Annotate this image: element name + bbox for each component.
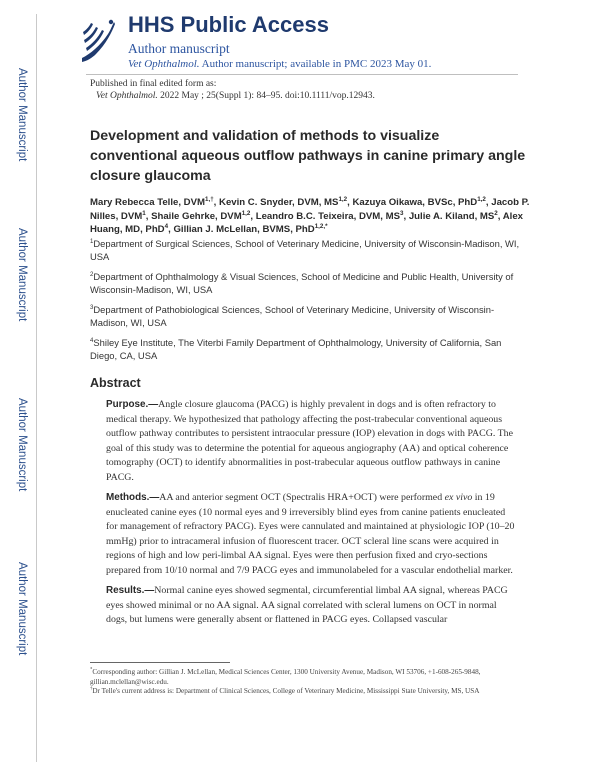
header-subtitle: Author manuscript bbox=[128, 41, 230, 56]
side-label-author-manuscript: Author Manuscript bbox=[16, 562, 28, 656]
author: Mary Rebecca Telle, $DVM^{1,\dagger}$ bbox=[90, 195, 214, 208]
journal-name: Vet Ophthalmol. bbox=[128, 58, 200, 70]
author: Leandro B.C. Teixeira, DVM, $MS^3$ bbox=[255, 209, 404, 222]
footnote-current-address: †Dr Telle's current address is: Department of Clinical Sciences, College of Veterinary Medicine, Mississippi State University, MS, USA bbox=[90, 686, 480, 695]
footnote-corresponding: *Corresponding author: Gillian J. McLellan, Medical Sciences Center, 1300 University Avenue, Madison, WI 53706, +1-608-265-9848, gillian.mclellan@wisc.edu. bbox=[90, 667, 481, 686]
abstract-purpose: Purpose.—Angle closure glaucoma (PACG) is highly prevalent in dogs and is often refractory to medical therapy. We hypothesized that pathology affecting the post-trabecular conventional aqueous outflow pathway contributes to persistent intraocular pressure (IOP) elevation in dogs with PACG. The goal of this study was to determine the potential for aqueous angiography (AA) and optical coherence tomography (OCT) to identify abnormalities in post-trabecular aqueous outflow pathways in canine PACG. bbox=[106, 399, 513, 483]
availability-text: Author manuscript; available in PMC 2023 May 01. bbox=[199, 58, 432, 70]
affiliation: $^3$Department of Pathobiological Sciences, School of Veterinary Medicine, University of Wisconsin-Madison, WI, USA bbox=[90, 303, 495, 328]
affiliation: $^4$Shiley Eye Institute, The Viterbi Family Department of Ophthalmology, University of California, San Diego, CA, USA bbox=[90, 336, 502, 361]
author: Kevin C. Snyder, DVM, MS$^{1,2}$ bbox=[219, 195, 348, 208]
article-title: Development and validation of methods to visualize conventional aqueous outflow pathways in canine primary angle closure glaucoma bbox=[90, 128, 526, 184]
published-in-line: Published in final edited form as: bbox=[90, 79, 217, 89]
affiliation-list bbox=[90, 237, 530, 369]
side-label-author-manuscript: Author Manuscript bbox=[16, 398, 28, 492]
author: Alex Huang, MD, PhD$^4$ bbox=[90, 210, 524, 235]
header-title: HHS Public Access bbox=[128, 12, 329, 37]
availability-line bbox=[128, 58, 431, 70]
abstract-methods: Methods.—AA and anterior segment OCT (Spectralis HRA+OCT) were performed ex vivo in 19 enucleated canine eyes (10 normal eyes and 9 irreversibly blind eyes from canine patients enucleated for management of refractory PACG). Eyes were cannulated and maintained at physiologic IOP (10–20 mmHg) prior to intracameral infusion of fluorescent tracer. OCT scleral line scans were acquired in regions of high and low peri-limbal AA signal. Eyes were then perfusion fixed and cryo-sections prepared from 10/10 normal and 7/9 PACG eyes and immunolabeled for a vascular endothelial marker. bbox=[106, 492, 515, 576]
side-label-author-manuscript: Author Manuscript bbox=[16, 68, 28, 162]
header-divider bbox=[86, 74, 518, 75]
author-list: Mary Rebecca Telle, $DVM^{1,\dagger}$, Kevin C. Snyder, DVM, MS$^{1,2}$, Kazuya Oikawa, BVSc, PhD$^{1,2}$, Jacob P. Nilles, DVM$^1$, Shaile Gehrke, DVM$^{1,2}$, Leandro B.C. Teixeira, DVM, $MS^3$, Julie A. Kiland, $MS^2$, Alex Huang, MD, PhD$^4$, Gillian J. McLellan, BVMS, PhD$^{1,2,*}$ bbox=[90, 195, 530, 235]
author: Jacob P. Nilles, DVM$^1$ bbox=[90, 197, 530, 222]
footnotes bbox=[90, 668, 510, 697]
hhs-eagle-logo-icon bbox=[78, 14, 118, 68]
citation-line bbox=[90, 90, 375, 102]
affiliation: $^2$Department of Ophthalmology & Visual Sciences, School of Medicine and Public Health, University of Wisconsin-Madison, WI, USA bbox=[90, 270, 514, 295]
footnote-divider bbox=[90, 662, 230, 663]
abstract-heading: Abstract bbox=[90, 376, 141, 390]
author: Gillian J. McLellan, BVMS, PhD$^{1,2,*}$ bbox=[173, 222, 328, 235]
author: Kazuya Oikawa, BVSc, PhD$^{1,2}$ bbox=[352, 195, 486, 208]
abstract-body bbox=[106, 398, 518, 634]
citation-text: 2022 May ; 25(Suppl 1): 84–95. doi:10.1111/vop.12943. bbox=[157, 91, 375, 101]
abstract-results: Results.—Normal canine eyes showed segmental, circumferential limbal AA signal, whereas PACG eyes showed minimal or no AA signal. AA signal correlated with scleral lumens on OCT in normal dogs, but lumens were generally absent or flattened in PACG eyes. Collapsed vascular bbox=[106, 585, 508, 625]
author: Shaile Gehrke, DVM$^{1,2}$ bbox=[151, 209, 251, 222]
affiliation: $^1$Department of Surgical Sciences, School of Veterinary Medicine, University of Wisconsin-Madison, WI, USA bbox=[90, 237, 520, 262]
side-label-author-manuscript: Author Manuscript bbox=[16, 228, 28, 322]
publication-info bbox=[90, 78, 375, 102]
side-divider bbox=[36, 14, 37, 762]
author: Julie A. Kiland, $MS^2$ bbox=[408, 209, 498, 222]
citation-journal: Vet Ophthalmol. bbox=[96, 91, 158, 101]
